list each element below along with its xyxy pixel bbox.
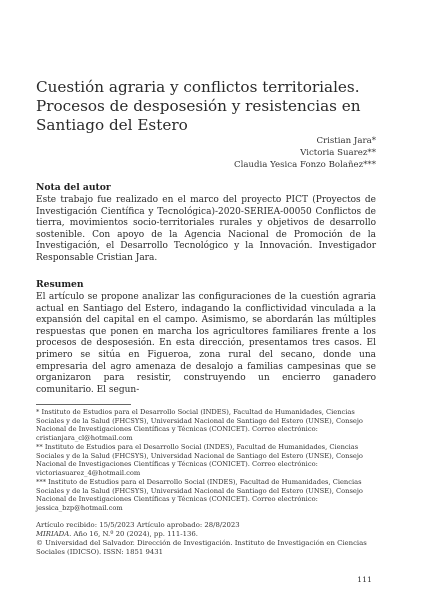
author-name: Claudia Yesica Fonzo Bolañez*** — [234, 160, 376, 170]
footnote: * Instituto de Estudios para el Desarrollo Social (INDES), Facultad de Humanidades, Ciencias Sociales y de la Salud (FHCSYS), Universidad Nacional de Santiago del Estero (UNSE), Consejo Nacional de Investigaciones Científicas y Técnicas (CONICET). Correo electrónico: cristianjara_cl@hotmail.com — [36, 408, 363, 442]
article-title: Cuestión agraria y conflictos territoriales. Procesos de desposesión y resistencias en Santiago del Estero — [36, 78, 361, 134]
footnote: ** Instituto de Estudios para el Desarrollo Social (INDES), Facultad de Humanidades, Ciencias Sociales y de la Salud (FHCSYS), Universidad Nacional de Santiago del Estero (UNSE), Consejo Nacional de Investigaciones Científicas y Técnicas (CONICET). Correo electrónico: victoriasuarez_4@hotmail.com — [36, 443, 363, 477]
author-note-text: Este trabajo fue realizado en el marco del proyecto PICT (Proyectos de Investigación Científica y Tecnológica)-2020-SERIEA-00050 Conflictos de tierra, movimientos socio-territoriales rurales y objetivos de desarrollo sostenible. Con apoyo de la Agencia Nacional de Promoción de la Investigación, el Desarrollo Tecnológico y la Innovación. Investigador Responsable Cristian Jara. — [36, 195, 376, 263]
author-name: Cristian Jara* — [316, 136, 376, 146]
journal-name: MIRIADA — [36, 530, 70, 538]
author-name: Victoria Suarez** — [300, 148, 376, 158]
abstract-heading: Resumen — [36, 279, 84, 290]
journal-citation — [36, 530, 381, 539]
page-number: 111 — [357, 575, 372, 584]
footnote-divider — [36, 404, 131, 405]
author-list — [234, 135, 376, 171]
copyright-notice: © Universidad del Salvador. Dirección de Investigación. Instituto de Investigación en Ciencias Sociales (IDICSO). ISSN: 1851 9431 — [36, 539, 367, 556]
article-dates: Artículo recibido: 15/5/2023 Artículo aprobado: 28/8/2023 — [36, 521, 240, 529]
footnote: *** Instituto de Estudios para el Desarrollo Social (INDES), Facultad de Humanidades, Ciencias Sociales y de la Salud (FHCSYS), Universidad Nacional de Santiago del Estero (UNSE), Consejo Nacional de Investigaciones Científicas y Técnicas (CONICET). Correo electrónico: jessica_bzp@hotmail.com — [36, 478, 363, 512]
journal-issue: . Año 16, N.º 20 (2024), pp. 111-136. — [69, 530, 198, 538]
abstract-text: El artículo se propone analizar las configuraciones de la cuestión agraria actual en Santiago del Estero, indagando la conflictividad vinculada a la expansión del capital en el campo. Asimismo, se abordarán las múltiples respuestas que ponen en marcha los agricultores familiares frente a los procesos de desposesión. En esta dirección, presentamos tres casos. El primero se sitúa en Figueroa, zona rural del secano, donde una empresaria del agro amenaza de desalojo a familias campesinas que se organizaron para resistir, construyendo un encierro ganadero comunitario. El segun- — [36, 292, 376, 395]
author-note-heading: Nota del autor — [36, 182, 111, 193]
